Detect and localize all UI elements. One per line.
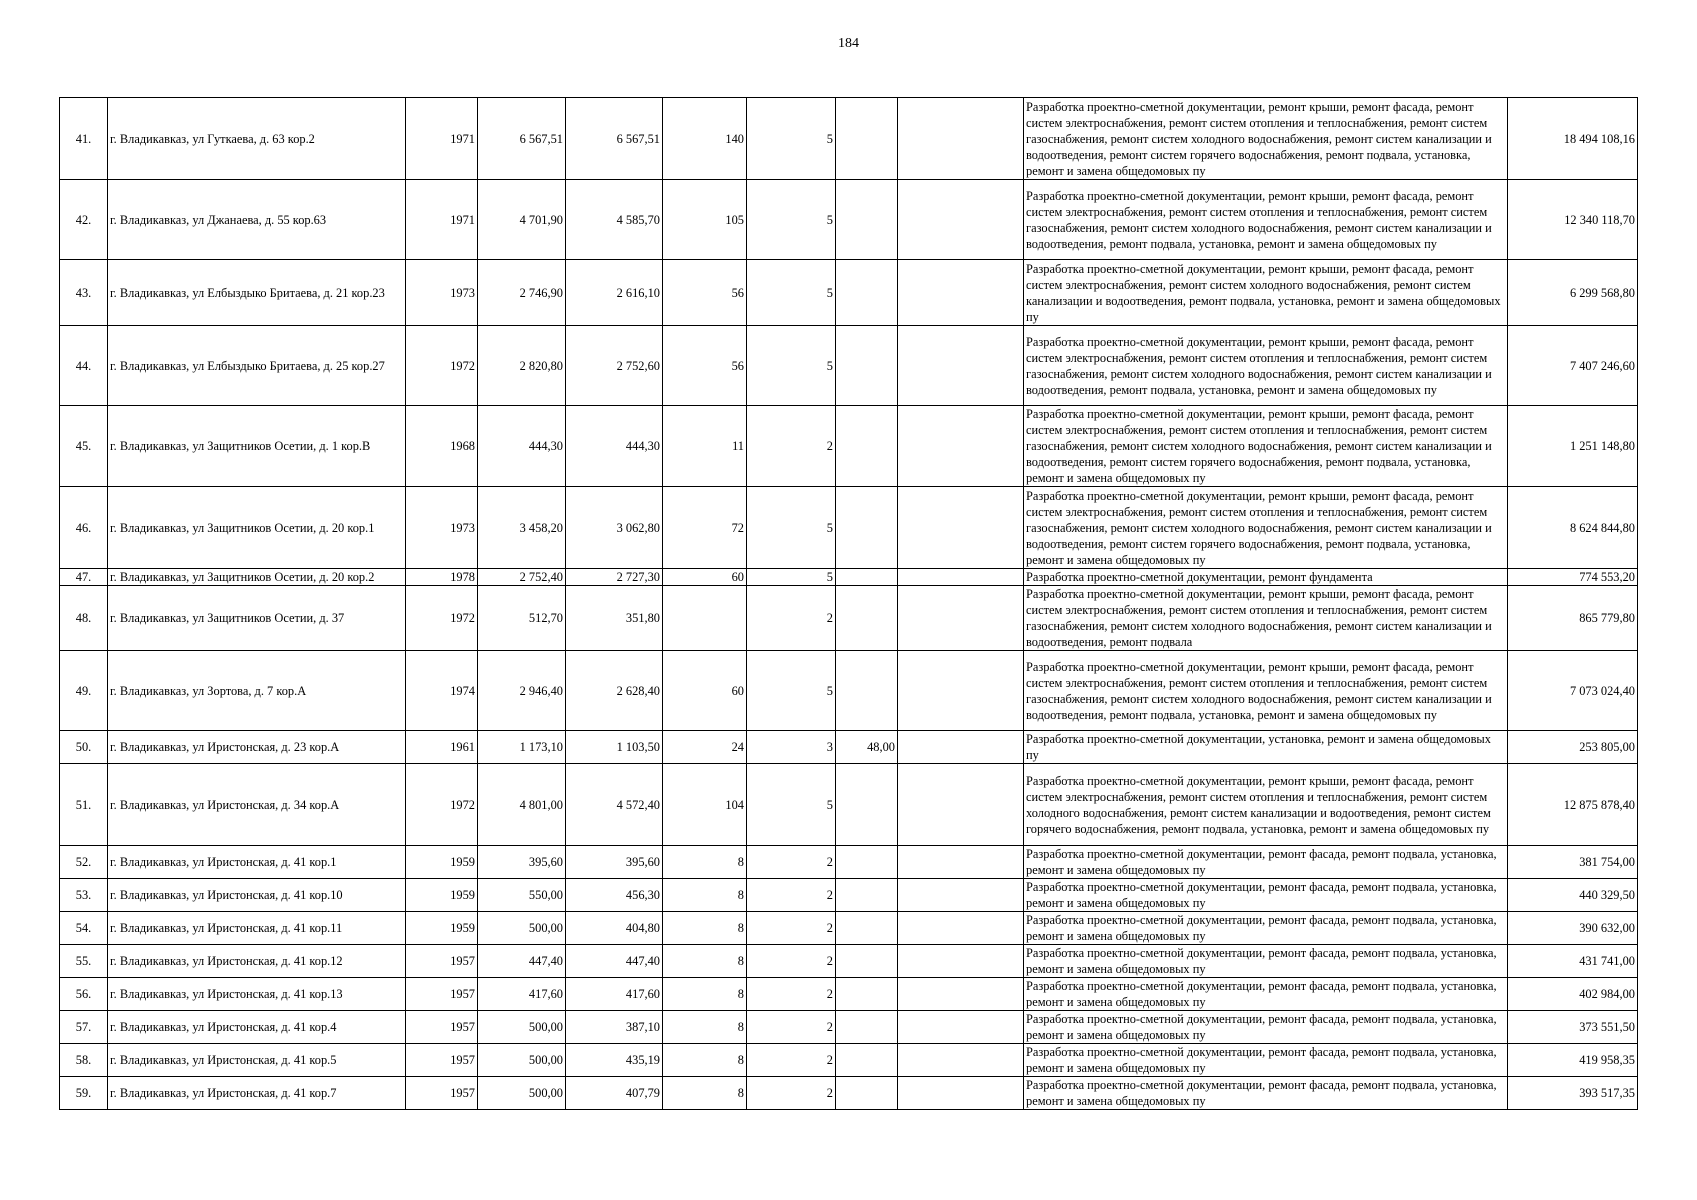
row-extra-value xyxy=(836,651,898,731)
row-area-living: 3 062,80 xyxy=(566,487,663,569)
row-address: г. Владикавказ, ул Иристонская, д. 41 кор.5 xyxy=(108,1044,406,1077)
row-floors: 2 xyxy=(747,1011,836,1044)
row-extra-value xyxy=(836,406,898,487)
row-extra-value xyxy=(836,326,898,406)
row-works: Разработка проектно-сметной документации, ремонт фасада, ремонт подвала, установка, ремонт и замена общедомовых пу xyxy=(1024,846,1508,879)
row-year: 1972 xyxy=(406,764,478,846)
row-floors: 5 xyxy=(747,180,836,260)
row-area-living: 407,79 xyxy=(566,1077,663,1110)
row-residents: 8 xyxy=(663,1011,747,1044)
row-number: 48. xyxy=(60,586,108,651)
row-extra-value xyxy=(836,912,898,945)
row-empty-cell xyxy=(898,569,1024,586)
row-extra-value xyxy=(836,764,898,846)
row-cost: 431 741,00 xyxy=(1508,945,1638,978)
row-number: 49. xyxy=(60,651,108,731)
row-cost: 440 329,50 xyxy=(1508,879,1638,912)
row-address: г. Владикавказ, ул Иристонская, д. 41 кор.12 xyxy=(108,945,406,978)
row-floors: 2 xyxy=(747,1077,836,1110)
row-cost: 390 632,00 xyxy=(1508,912,1638,945)
row-empty-cell xyxy=(898,978,1024,1011)
row-extra-value xyxy=(836,1077,898,1110)
row-extra-value: 48,00 xyxy=(836,731,898,764)
row-number: 44. xyxy=(60,326,108,406)
row-area-total: 3 458,20 xyxy=(478,487,566,569)
row-residents: 24 xyxy=(663,731,747,764)
row-works: Разработка проектно-сметной документации, ремонт фасада, ремонт подвала, установка, ремонт и замена общедомовых пу xyxy=(1024,1077,1508,1110)
row-empty-cell xyxy=(898,879,1024,912)
row-residents: 104 xyxy=(663,764,747,846)
row-empty-cell xyxy=(898,326,1024,406)
row-area-total: 2 820,80 xyxy=(478,326,566,406)
row-address: г. Владикавказ, ул Иристонская, д. 41 кор.4 xyxy=(108,1011,406,1044)
row-works: Разработка проектно-сметной документации, ремонт крыши, ремонт фасада, ремонт систем электроснабжения, ремонт систем отопления и теплоснабжения, ремонт систем холодного водоснабжения, ремонт систем канализации и водоотведения, ремонт систем горячего водоснабжения, ремонт подвала, установка, ремонт и замена общедомовых пу xyxy=(1024,764,1508,846)
row-extra-value xyxy=(836,569,898,586)
row-residents: 72 xyxy=(663,487,747,569)
row-empty-cell xyxy=(898,945,1024,978)
row-year: 1957 xyxy=(406,1044,478,1077)
row-area-total: 2 746,90 xyxy=(478,260,566,326)
row-number: 43. xyxy=(60,260,108,326)
row-residents: 60 xyxy=(663,569,747,586)
row-area-total: 500,00 xyxy=(478,1044,566,1077)
row-address: г. Владикавказ, ул Иристонская, д. 41 кор.7 xyxy=(108,1077,406,1110)
row-works: Разработка проектно-сметной документации, ремонт крыши, ремонт фасада, ремонт систем электроснабжения, ремонт систем отопления и теплоснабжения, ремонт систем газоснабжения, ремонт систем холодного водоснабжения, ремонт систем канализации и водоотведения, ремонт систем горячего водоснабжения, ремонт подвала, установка, ремонт и замена общедомовых пу xyxy=(1024,98,1508,180)
row-area-living: 417,60 xyxy=(566,978,663,1011)
table-row xyxy=(60,846,1638,879)
row-floors: 5 xyxy=(747,764,836,846)
row-year: 1972 xyxy=(406,586,478,651)
row-empty-cell xyxy=(898,487,1024,569)
row-empty-cell xyxy=(898,912,1024,945)
row-cost: 774 553,20 xyxy=(1508,569,1638,586)
row-residents: 56 xyxy=(663,326,747,406)
row-empty-cell xyxy=(898,260,1024,326)
table-row xyxy=(60,764,1638,846)
page-number: 184 xyxy=(838,36,859,51)
row-area-total: 500,00 xyxy=(478,1077,566,1110)
row-year: 1968 xyxy=(406,406,478,487)
row-cost: 7 073 024,40 xyxy=(1508,651,1638,731)
row-empty-cell xyxy=(898,586,1024,651)
row-extra-value xyxy=(836,98,898,180)
row-year: 1972 xyxy=(406,326,478,406)
row-year: 1973 xyxy=(406,260,478,326)
row-floors: 2 xyxy=(747,406,836,487)
row-extra-value xyxy=(836,945,898,978)
row-address: г. Владикавказ, ул Защитников Осетии, д. 1 кор.В xyxy=(108,406,406,487)
row-area-total: 2 946,40 xyxy=(478,651,566,731)
row-works: Разработка проектно-сметной документации, ремонт крыши, ремонт фасада, ремонт систем электроснабжения, ремонт систем холодного водоснабжения, ремонт систем канализации и водоотведения, ремонт подвала, установка, ремонт и замена общедомовых пу xyxy=(1024,260,1508,326)
row-works: Разработка проектно-сметной документации, ремонт фасада, ремонт подвала, установка, ремонт и замена общедомовых пу xyxy=(1024,879,1508,912)
table-row xyxy=(60,1044,1638,1077)
row-address: г. Владикавказ, ул Иристонская, д. 23 кор.А xyxy=(108,731,406,764)
row-area-total: 2 752,40 xyxy=(478,569,566,586)
row-cost: 18 494 108,16 xyxy=(1508,98,1638,180)
row-extra-value xyxy=(836,978,898,1011)
table-row xyxy=(60,731,1638,764)
row-area-living: 2 616,10 xyxy=(566,260,663,326)
row-number: 56. xyxy=(60,978,108,1011)
row-empty-cell xyxy=(898,1077,1024,1110)
row-empty-cell xyxy=(898,764,1024,846)
row-cost: 373 551,50 xyxy=(1508,1011,1638,1044)
row-residents: 105 xyxy=(663,180,747,260)
row-residents: 56 xyxy=(663,260,747,326)
row-address: г. Владикавказ, ул Елбыздыко Бритаева, д. 21 кор.23 xyxy=(108,260,406,326)
row-area-total: 500,00 xyxy=(478,1011,566,1044)
table-row xyxy=(60,1011,1638,1044)
row-empty-cell xyxy=(898,1044,1024,1077)
row-address: г. Владикавказ, ул Елбыздыко Бритаева, д. 25 кор.27 xyxy=(108,326,406,406)
table-row xyxy=(60,98,1638,180)
table-row xyxy=(60,569,1638,586)
row-works: Разработка проектно-сметной документации, ремонт крыши, ремонт фасада, ремонт систем электроснабжения, ремонт систем отопления и теплоснабжения, ремонт систем газоснабжения, ремонт систем холодного водоснабжения, ремонт систем канализации и водоотведения, ремонт подвала, установка, ремонт и замена общедомовых пу xyxy=(1024,326,1508,406)
row-residents: 8 xyxy=(663,846,747,879)
row-number: 54. xyxy=(60,912,108,945)
row-year: 1961 xyxy=(406,731,478,764)
row-year: 1957 xyxy=(406,978,478,1011)
row-year: 1971 xyxy=(406,180,478,260)
row-area-total: 550,00 xyxy=(478,879,566,912)
row-residents: 11 xyxy=(663,406,747,487)
row-area-total: 500,00 xyxy=(478,912,566,945)
row-works: Разработка проектно-сметной документации, ремонт фасада, ремонт подвала, установка, ремонт и замена общедомовых пу xyxy=(1024,978,1508,1011)
row-area-living: 395,60 xyxy=(566,846,663,879)
table-row xyxy=(60,912,1638,945)
row-year: 1957 xyxy=(406,945,478,978)
row-area-living: 447,40 xyxy=(566,945,663,978)
row-extra-value xyxy=(836,846,898,879)
row-area-living: 456,30 xyxy=(566,879,663,912)
row-residents: 8 xyxy=(663,879,747,912)
row-address: г. Владикавказ, ул Иристонская, д. 34 кор.А xyxy=(108,764,406,846)
row-number: 46. xyxy=(60,487,108,569)
row-area-total: 417,60 xyxy=(478,978,566,1011)
row-year: 1959 xyxy=(406,912,478,945)
row-extra-value xyxy=(836,180,898,260)
row-floors: 2 xyxy=(747,978,836,1011)
row-floors: 5 xyxy=(747,260,836,326)
row-number: 53. xyxy=(60,879,108,912)
row-area-total: 4 801,00 xyxy=(478,764,566,846)
row-extra-value xyxy=(836,487,898,569)
table-row xyxy=(60,978,1638,1011)
row-floors: 3 xyxy=(747,731,836,764)
row-residents xyxy=(663,586,747,651)
row-extra-value xyxy=(836,1011,898,1044)
table-row xyxy=(60,586,1638,651)
row-works: Разработка проектно-сметной документации, ремонт фундамента xyxy=(1024,569,1508,586)
row-address: г. Владикавказ, ул Иристонская, д. 41 кор.1 xyxy=(108,846,406,879)
row-address: г. Владикавказ, ул Гуткаева, д. 63 кор.2 xyxy=(108,98,406,180)
table-row xyxy=(60,879,1638,912)
table-row xyxy=(60,406,1638,487)
row-area-living: 351,80 xyxy=(566,586,663,651)
row-cost: 253 805,00 xyxy=(1508,731,1638,764)
row-empty-cell xyxy=(898,846,1024,879)
row-number: 57. xyxy=(60,1011,108,1044)
row-cost: 12 340 118,70 xyxy=(1508,180,1638,260)
table-row xyxy=(60,180,1638,260)
table-row xyxy=(60,260,1638,326)
row-area-total: 4 701,90 xyxy=(478,180,566,260)
row-address: г. Владикавказ, ул Иристонская, д. 41 кор.10 xyxy=(108,879,406,912)
row-area-living: 6 567,51 xyxy=(566,98,663,180)
row-empty-cell xyxy=(898,98,1024,180)
row-area-living: 2 752,60 xyxy=(566,326,663,406)
row-number: 45. xyxy=(60,406,108,487)
row-number: 59. xyxy=(60,1077,108,1110)
row-extra-value xyxy=(836,260,898,326)
row-area-living: 435,19 xyxy=(566,1044,663,1077)
row-residents: 60 xyxy=(663,651,747,731)
row-residents: 140 xyxy=(663,98,747,180)
row-cost: 419 958,35 xyxy=(1508,1044,1638,1077)
row-empty-cell xyxy=(898,180,1024,260)
row-year: 1957 xyxy=(406,1011,478,1044)
row-area-total: 6 567,51 xyxy=(478,98,566,180)
row-empty-cell xyxy=(898,406,1024,487)
row-cost: 7 407 246,60 xyxy=(1508,326,1638,406)
row-area-living: 2 628,40 xyxy=(566,651,663,731)
row-floors: 2 xyxy=(747,879,836,912)
row-address: г. Владикавказ, ул Защитников Осетии, д. 37 xyxy=(108,586,406,651)
row-works: Разработка проектно-сметной документации, ремонт крыши, ремонт фасада, ремонт систем электроснабжения, ремонт систем отопления и теплоснабжения, ремонт систем газоснабжения, ремонт систем холодного водоснабжения, ремонт систем канализации и водоотведения, ремонт систем горячего водоснабжения, ремонт подвала, установка, ремонт и замена общедомовых пу xyxy=(1024,406,1508,487)
row-empty-cell xyxy=(898,651,1024,731)
row-address: г. Владикавказ, ул Иристонская, д. 41 кор.13 xyxy=(108,978,406,1011)
row-year: 1978 xyxy=(406,569,478,586)
row-area-living: 4 572,40 xyxy=(566,764,663,846)
table-row xyxy=(60,651,1638,731)
row-residents: 8 xyxy=(663,912,747,945)
row-year: 1971 xyxy=(406,98,478,180)
row-floors: 2 xyxy=(747,846,836,879)
row-floors: 5 xyxy=(747,651,836,731)
row-cost: 6 299 568,80 xyxy=(1508,260,1638,326)
row-year: 1974 xyxy=(406,651,478,731)
row-area-total: 512,70 xyxy=(478,586,566,651)
row-cost: 8 624 844,80 xyxy=(1508,487,1638,569)
row-area-living: 2 727,30 xyxy=(566,569,663,586)
row-residents: 8 xyxy=(663,1044,747,1077)
table-row xyxy=(60,487,1638,569)
row-empty-cell xyxy=(898,1011,1024,1044)
housing-repair-table xyxy=(59,97,1638,1110)
table-row xyxy=(60,945,1638,978)
row-area-living: 444,30 xyxy=(566,406,663,487)
row-number: 52. xyxy=(60,846,108,879)
row-area-living: 387,10 xyxy=(566,1011,663,1044)
row-year: 1957 xyxy=(406,1077,478,1110)
row-empty-cell xyxy=(898,731,1024,764)
row-floors: 5 xyxy=(747,569,836,586)
row-number: 55. xyxy=(60,945,108,978)
row-area-living: 1 103,50 xyxy=(566,731,663,764)
row-area-total: 444,30 xyxy=(478,406,566,487)
row-works: Разработка проектно-сметной документации, ремонт крыши, ремонт фасада, ремонт систем электроснабжения, ремонт систем отопления и теплоснабжения, ремонт систем газоснабжения, ремонт систем холодного водоснабжения, ремонт систем канализации и водоотведения, ремонт подвала, установка, ремонт и замена общедомовых пу xyxy=(1024,180,1508,260)
row-floors: 2 xyxy=(747,1044,836,1077)
row-number: 58. xyxy=(60,1044,108,1077)
row-floors: 2 xyxy=(747,912,836,945)
row-area-living: 404,80 xyxy=(566,912,663,945)
row-works: Разработка проектно-сметной документации, ремонт фасада, ремонт подвала, установка, ремонт и замена общедомовых пу xyxy=(1024,945,1508,978)
row-cost: 1 251 148,80 xyxy=(1508,406,1638,487)
row-year: 1959 xyxy=(406,879,478,912)
row-area-living: 4 585,70 xyxy=(566,180,663,260)
row-floors: 2 xyxy=(747,586,836,651)
row-works: Разработка проектно-сметной документации, ремонт фасада, ремонт подвала, установка, ремонт и замена общедомовых пу xyxy=(1024,1044,1508,1077)
table-row xyxy=(60,326,1638,406)
row-works: Разработка проектно-сметной документации, ремонт крыши, ремонт фасада, ремонт систем электроснабжения, ремонт систем отопления и теплоснабжения, ремонт систем газоснабжения, ремонт систем холодного водоснабжения, ремонт систем канализации и водоотведения, ремонт подвала, установка, ремонт и замена общедомовых пу xyxy=(1024,651,1508,731)
table-body xyxy=(60,98,1638,1110)
row-area-total: 395,60 xyxy=(478,846,566,879)
row-year: 1973 xyxy=(406,487,478,569)
row-area-total: 1 173,10 xyxy=(478,731,566,764)
row-cost: 402 984,00 xyxy=(1508,978,1638,1011)
row-works: Разработка проектно-сметной документации, ремонт крыши, ремонт фасада, ремонт систем электроснабжения, ремонт систем отопления и теплоснабжения, ремонт систем газоснабжения, ремонт систем холодного водоснабжения, ремонт систем канализации и водоотведения, ремонт систем горячего водоснабжения, ремонт подвала, установка, ремонт и замена общедомовых пу xyxy=(1024,487,1508,569)
row-extra-value xyxy=(836,586,898,651)
row-number: 51. xyxy=(60,764,108,846)
row-number: 41. xyxy=(60,98,108,180)
row-works: Разработка проектно-сметной документации, ремонт фасада, ремонт подвала, установка, ремонт и замена общедомовых пу xyxy=(1024,912,1508,945)
row-cost: 12 875 878,40 xyxy=(1508,764,1638,846)
row-works: Разработка проектно-сметной документации, ремонт крыши, ремонт фасада, ремонт систем электроснабжения, ремонт систем отопления и теплоснабжения, ремонт систем газоснабжения, ремонт систем холодного водоснабжения, ремонт систем канализации и водоотведения, ремонт подвала xyxy=(1024,586,1508,651)
row-floors: 5 xyxy=(747,326,836,406)
row-extra-value xyxy=(836,1044,898,1077)
row-number: 47. xyxy=(60,569,108,586)
row-residents: 8 xyxy=(663,945,747,978)
row-address: г. Владикавказ, ул Защитников Осетии, д. 20 кор.1 xyxy=(108,487,406,569)
row-year: 1959 xyxy=(406,846,478,879)
row-works: Разработка проектно-сметной документации, ремонт фасада, ремонт подвала, установка, ремонт и замена общедомовых пу xyxy=(1024,1011,1508,1044)
row-address: г. Владикавказ, ул Зортова, д. 7 кор.А xyxy=(108,651,406,731)
row-address: г. Владикавказ, ул Защитников Осетии, д. 20 кор.2 xyxy=(108,569,406,586)
row-cost: 393 517,35 xyxy=(1508,1077,1638,1110)
row-works: Разработка проектно-сметной документации, установка, ремонт и замена общедомовых пу xyxy=(1024,731,1508,764)
row-address: г. Владикавказ, ул Иристонская, д. 41 кор.11 xyxy=(108,912,406,945)
row-cost: 381 754,00 xyxy=(1508,846,1638,879)
row-floors: 5 xyxy=(747,98,836,180)
row-area-total: 447,40 xyxy=(478,945,566,978)
row-extra-value xyxy=(836,879,898,912)
row-residents: 8 xyxy=(663,978,747,1011)
row-floors: 2 xyxy=(747,945,836,978)
row-number: 42. xyxy=(60,180,108,260)
row-cost: 865 779,80 xyxy=(1508,586,1638,651)
row-address: г. Владикавказ, ул Джанаева, д. 55 кор.63 xyxy=(108,180,406,260)
row-residents: 8 xyxy=(663,1077,747,1110)
row-number: 50. xyxy=(60,731,108,764)
row-floors: 5 xyxy=(747,487,836,569)
table-row xyxy=(60,1077,1638,1110)
